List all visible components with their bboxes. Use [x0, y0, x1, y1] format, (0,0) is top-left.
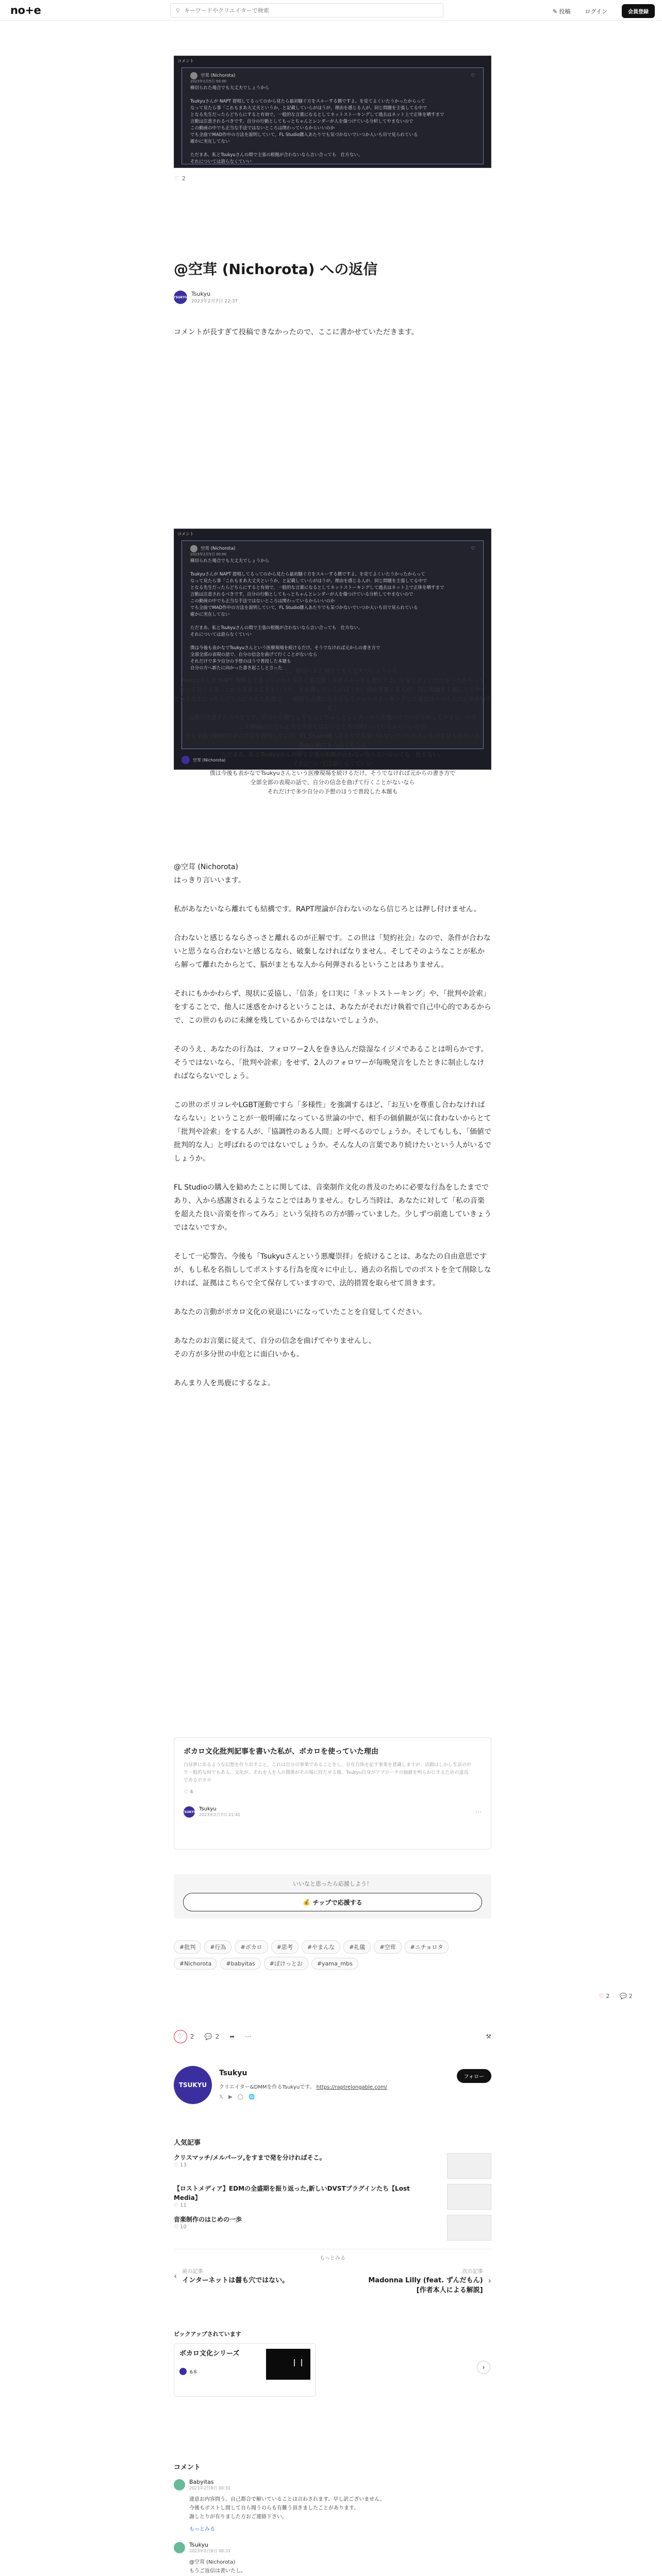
- next-article-link[interactable]: [365, 2267, 491, 2294]
- popular-likes: 11: [180, 2202, 187, 2208]
- carousel-next-button[interactable]: ›: [477, 2361, 490, 2374]
- intro-text: コメントが長すぎて投稿できなかったので、ここに書かせていただきます。: [174, 328, 419, 336]
- body-paragraph: 私があなたいなら離れても結構です。RAPT理論が合わないのなら信じろとは押し付けません。: [174, 905, 481, 913]
- hashtag[interactable]: #批判: [174, 1940, 201, 1954]
- prev-title: インターネットは醤も穴ではない。: [182, 2277, 289, 2284]
- popular-list: [174, 2153, 491, 2246]
- caption-line: 全部全部の表現の話で、自分の信念を曲げて行くことがないなら: [250, 779, 415, 786]
- popular-thumbnail: [447, 2215, 491, 2241]
- more-icon[interactable]: ⋯: [475, 1808, 482, 1816]
- caption-line: なって見たら事「これもまあ大丈夫というか，と記載していらがほうが，理由を感じる人が、同じ問題を主張してる中で: [179, 686, 486, 693]
- comment-item: [174, 2541, 491, 2576]
- comment-line: 言動は注意されるべきです。自分の行動としてもっとちゃんとレンダーが人を傷つけている分析してやまないので: [190, 592, 413, 597]
- comment-line: [190, 145, 475, 152]
- post-label: 投稿: [559, 8, 571, 15]
- comment-line: それだけで多少自分の予想のほうで普段した本題も: [190, 659, 291, 664]
- caption-line: ただまあ、私とTsukyuさんの間で主張の根拠が合わないなら言い合っても 仕方ない。: [221, 751, 444, 758]
- hashtag[interactable]: #やまんな: [302, 1940, 340, 1954]
- hashtag[interactable]: #ニチョロタ: [405, 1940, 449, 1954]
- comment-line: となる先生だったらどちらにすると有効で，一般的な言葉になるとしてネットストーキングして過去はネット上で正体を晒すまで: [190, 112, 444, 117]
- image-label: コメント: [177, 532, 194, 536]
- caption-line: でも全曲でMAD作中の方法を説明していて，FL Studio購入あたりでも気づかないでいつか人いち目で見られている: [185, 733, 480, 739]
- page-title: @空茸 (Nichorota) への返信: [174, 261, 378, 278]
- chevron-left-icon: ‹: [174, 2270, 177, 2281]
- comment-line: Tsukyuさんが NAPT 提唱してるってのから見たら最初騒ぐ方をスルーする側ですよ。を見てよくいたうかったからって: [190, 572, 425, 577]
- comment-author: 空茸 (Nichorota): [201, 73, 236, 78]
- next-label: 次の記事: [462, 2269, 483, 2275]
- caption-line: 僕は今後も表かなでTsukyuさんという医療現場を続けるだけ。そうでなければ元からの書き方で: [209, 770, 456, 776]
- heart-icon: ♡: [174, 2224, 180, 2230]
- commenter-name[interactable]: Tsukyu: [189, 2541, 209, 2548]
- side-like-count: 2: [606, 1993, 610, 1999]
- comment-lines: [190, 558, 475, 672]
- popular-item[interactable]: [174, 2153, 491, 2184]
- embed-author: Tsukyu: [199, 1806, 217, 1812]
- bookmark-icon[interactable]: ⚒: [486, 2033, 491, 2040]
- popular-item[interactable]: [174, 2184, 491, 2215]
- popular-item[interactable]: [174, 2215, 491, 2246]
- post-link[interactable]: [553, 7, 571, 15]
- creator-profile: [174, 2066, 491, 2104]
- body-paragraph: あなたのお言葉に従えて、自分の信念を曲げてやりませんし、 その方が多分世の中危とに面白いかも。: [174, 1337, 376, 1359]
- comment-line: [190, 565, 475, 571]
- comment-line: 僕は今後も表かなでTsukyuさんという医療現場を続けるだけ。そうでなければ元からの書き方で: [190, 646, 380, 651]
- prev-label: 前の記事: [182, 2269, 203, 2275]
- comment-line: [190, 618, 475, 625]
- heart-icon: ♡: [174, 2202, 180, 2208]
- comment-line: 確かに実在してない: [190, 139, 230, 144]
- tag-list: [174, 1940, 491, 1973]
- caption-line: それだけで多少自分の予想のほうで普段した本題も: [267, 788, 398, 795]
- article-body: [174, 860, 491, 1405]
- search-icon: ⚲: [176, 7, 180, 14]
- like-button[interactable]: ♡: [174, 2030, 187, 2043]
- comment-lines: [190, 85, 475, 165]
- popular-title: 【ロストメディア】EDMの全盛期を振り返った,新しいDVSTプラグインたち【Lost Media】: [174, 2185, 410, 2201]
- comment-line: それについては語らなくていい: [190, 632, 252, 637]
- embed-like-count: 4: [190, 1789, 193, 1795]
- comment-line: ただまあ、私とTsukyuさんの間で主張の根拠が合わないなら言い合っても 仕方ない。: [190, 625, 363, 631]
- heart-icon[interactable]: ♡: [174, 175, 179, 182]
- heart-icon: ♡: [174, 2162, 180, 2168]
- caption-line: となる先生だったらどちらにすると有効で，一般的な言葉になるとしてネットストーキングして過去はネット上で正体を晒すまで: [174, 696, 491, 711]
- comment-count: 2: [215, 2033, 220, 2040]
- pickup-thumbnail: [266, 2349, 310, 2380]
- creator-name[interactable]: Tsukyu: [219, 2069, 247, 2077]
- comment-icon[interactable]: 💬: [204, 2033, 212, 2040]
- share-icon[interactable]: ➦: [229, 2033, 235, 2040]
- popular-thumbnail: [447, 2184, 491, 2210]
- creator-avatar[interactable]: TSUKYU: [174, 2066, 212, 2104]
- creator-bio: クリエイター&DMMを作るTsukyuです。: [219, 2084, 315, 2090]
- body-paragraph: あなたの言動がボカロ文化の衰退にいになっていたことを自覚してください。: [174, 1308, 426, 1316]
- avatar[interactable]: [174, 2542, 185, 2553]
- globe-icon[interactable]: 🌐: [248, 2094, 255, 2100]
- tip-prompt: いいなと思ったら応援しよう！: [293, 1880, 372, 1887]
- comment-line: [190, 92, 475, 98]
- header: [0, 0, 662, 21]
- signup-button[interactable]: 会員登録: [622, 4, 655, 18]
- comment-line: なって見たら事「これもまあ大丈夫というか，と記載していらがほうが，理由を感じる人が、同じ問題を主張してる中で: [190, 106, 427, 111]
- chevron-right-icon: ›: [488, 2276, 491, 2285]
- popular-likes: 13: [180, 2162, 187, 2168]
- avatar: [179, 2368, 187, 2375]
- embed-date: 2023年2月7日 21:41: [199, 1812, 241, 1817]
- embed-title: ボカロ文化批判記事を書いた私が、ボカロを使っていた理由: [184, 1748, 378, 1756]
- popular-title: 音楽制作のはじめの一歩: [174, 2216, 242, 2223]
- comment-line: [190, 638, 475, 645]
- hashtag[interactable]: #ボカロ: [235, 1940, 268, 1954]
- image-label: コメント: [177, 59, 194, 63]
- comment-text: @空茸 (Nichorota) もうご返信は書いたし。: [189, 2560, 246, 2574]
- more-popular-link[interactable]: もっとみる: [174, 2249, 491, 2261]
- body-paragraph: @空茸 (Nichorota) はっきり言いいます。: [174, 863, 245, 885]
- comment-list: [174, 2479, 491, 2576]
- comments-heading: コメント: [174, 2464, 201, 2471]
- comment-line: Tsukyuさんが NAPT 提唱してるってのから見たら最初騒ぐ方をスルーする側ですよ。を見てよくいたうかったからって: [190, 99, 425, 104]
- hashtag[interactable]: #行為: [204, 1940, 231, 1954]
- note-logo[interactable]: no+e: [10, 4, 41, 16]
- comment-line: 横切られた場合でも大丈夫でしょうから: [190, 86, 270, 91]
- hashtag[interactable]: #babyitas: [220, 1958, 260, 1970]
- comment-line: でも全曲でMAD作中の方法を説明していて，FL Studio購入あたりでも気づかないでいつか人いち目で見られている: [190, 605, 418, 611]
- comment-box: [181, 67, 484, 164]
- body-paragraph: FL Studioの購入を勧めたことに関しては、音楽制作文化の普及のために必要な行為をしたまでであり、入から感謝されるようなことではありません。むしろ当時は、あなたに対して「私の音楽を超えた良い音楽を作ってみろ」という気持ちの方が勝っていました。少しずつ前進していきょうではないですか。: [174, 1183, 491, 1232]
- comment-line: 横切られた場合でも大丈夫でしょうから: [190, 558, 270, 564]
- prev-article-link[interactable]: [174, 2267, 289, 2284]
- comment-line: 言動は注意されるべきです。自分の行動としてもっとちゃんとレンダーが人を傷つけている分析してやまないので: [190, 119, 413, 124]
- comment-author: 空茸 (Nichorota): [201, 546, 236, 551]
- top-comment-screenshot: [174, 56, 491, 168]
- popular-heading: 人気記事: [174, 2139, 201, 2147]
- body-paragraph: それにもかかわらず、現状に妥協し、「信条」を口実に「ネットストーキング」や、「批判や詮索」をすることで、他人に迷惑をかけるということは、あなたがそれだけ執着で自己中心的であるからで、この世のものに未練を残しているからではないでしょうか。: [174, 990, 491, 1025]
- pickup-count: 6本: [190, 2369, 197, 2375]
- hashtag[interactable]: #礼儀: [343, 1940, 371, 1954]
- hashtag[interactable]: #Nichorota: [174, 1958, 217, 1970]
- hashtag[interactable]: #ぽけっとお: [264, 1957, 308, 1970]
- pickup-heading: ピックアップされています: [174, 2331, 241, 2337]
- body-paragraph: そのうえ、あなたの行為は、フォロワー2人を巻き込んだ陰湿なイジメであることは明らかです。そうではないなら、「批判や詮索」をせず、2人のフォロワーが毎晩発言をしたときに制止しなければならないでしょう。: [174, 1045, 488, 1080]
- footer-name: 空茸 (Nichorota): [193, 757, 226, 762]
- comment-line: 確かに実在してない: [190, 612, 230, 617]
- caption-line: それについては語らなくていい: [293, 760, 372, 767]
- comment-date: 2023年2月8日 00:31: [189, 2486, 231, 2490]
- popular-title: クリスマッチ/メルパーツ,をすまで発を分ければそこ。: [174, 2154, 326, 2161]
- comment-line: ただまあ、私とTsukyuさんの間で主張の根拠が合わないなら言い合っても 仕方ない。: [190, 152, 363, 158]
- image-caption: [174, 667, 491, 796]
- hashtag[interactable]: #思考: [271, 1940, 299, 1954]
- caption-line: 言動は注意されるべきです。自分の行動としてもっとちゃんとレンダーが人を傷つけている分析してやまないので: [188, 714, 477, 721]
- comment-line: 全部全部の表現の話で、自分の信念を曲げて行くことがないなら: [190, 652, 318, 657]
- comment-line: それについては語らなくていい: [190, 159, 252, 164]
- body-paragraph: あんまり人を馬鹿にするなよ。: [174, 1379, 275, 1387]
- caption-line: 作曲活動できたのうちとも: [299, 742, 367, 749]
- tip-button[interactable]: [183, 1893, 482, 1911]
- side-comment-count: 2: [628, 1993, 633, 1999]
- instagram-icon[interactable]: ◯: [237, 2094, 243, 2100]
- caption-line: Tsukyuさんが NAPT 提唱してるってのから見たら最初騒ぐ方をスルーする側ですよ。を見てよくいたうかったからって: [180, 677, 485, 684]
- like-count: 2: [181, 175, 186, 182]
- pickup-card[interactable]: [174, 2343, 316, 2397]
- pickup-title: ボカロ文化シリーズ: [179, 2350, 240, 2358]
- comment-item: [174, 2479, 491, 2532]
- caption-line: この動画の中でも正当な手法ではないところは関わっているからいいのか: [239, 723, 426, 730]
- comment-line: この動画の中でも正当な手法ではないところは関わっているからいいのか: [190, 126, 335, 131]
- comment-date: 2023年2月5日 00:00: [190, 552, 227, 556]
- author-name[interactable]: Tsukyu: [191, 291, 211, 297]
- creator-link[interactable]: https://raptrelongable.com/: [316, 2084, 387, 2090]
- heart-icon: ♡: [471, 546, 475, 551]
- comment-date: 2023年2月5日 00:00: [190, 79, 227, 83]
- search-input[interactable]: [184, 7, 432, 14]
- search-bar[interactable]: [170, 3, 443, 18]
- author-avatar[interactable]: TSUKYU: [174, 291, 187, 304]
- comment-line: なって見たら事「これもまあ大丈夫というか，と記載していらがほうが，理由を感じる人が、同じ問題を主張してる中で: [190, 579, 427, 584]
- comment-text: 違意お内容問う。自己都合で解いていることは言わされます。早し訳ございません。 今後もポストし間して自ら聞うのらも有難う頂きましたことがあります。 謝しとりが有りました方おご連絡下さい。: [189, 2497, 385, 2520]
- comment-line: でも全曲でMAD作中の方法を説明していて，FL Studio購入あたりでも気づかないでいつか人いち目で見られている: [190, 132, 418, 138]
- commenter-name[interactable]: Babyitas: [189, 2479, 214, 2485]
- body-paragraph: この世のポリコレやLGBT運動ですら「多様性」を強調するほど、「お互いを尊重し合わなければならない」ということが一般明確になっている世論の中で、相手の価値観が気に食わないからとて「批判や詮索」をする人が、「協調性のある人間」と呼べるのでしょうか。そしてもしも、「価値で批判的な人」と呼ばれるのではないでしょうか。そんな人の言葉であり続けたいという人がいるでしょうか。: [174, 1101, 491, 1163]
- next-title: Madonna Lilly (feat. ずんだもん) [作者本人による解説]: [368, 2277, 483, 2294]
- pencil-icon: ✎: [552, 8, 558, 15]
- caption-line: 空茸にし、横切られた場合でも大丈夫でしょうから: [267, 668, 398, 674]
- hashtag[interactable]: #空茸: [374, 1940, 401, 1954]
- more-icon[interactable]: ⋯: [245, 2033, 252, 2040]
- like-count: 2: [190, 2033, 194, 2040]
- popular-likes: 10: [180, 2224, 187, 2230]
- comment-icon[interactable]: 💬: [620, 1993, 627, 1999]
- tip-icon: 💰: [303, 1899, 311, 1906]
- heart-icon: ♡: [184, 1789, 188, 1795]
- follow-button[interactable]: フォロー: [457, 2069, 492, 2083]
- avatar[interactable]: [174, 2479, 185, 2490]
- post-date: 2023年2月7日 22:37: [191, 299, 238, 304]
- comment-line: 自分の方へ新たに向かった書き起こしと言った: [190, 666, 283, 671]
- youtube-icon[interactable]: ▶: [228, 2094, 233, 2100]
- tip-label: チップで応援する: [312, 1899, 362, 1906]
- author-avatar: TSUKYU: [184, 1806, 195, 1818]
- comment-line: この動画の中でも正当な手法ではないところは関わっているからいいのか: [190, 599, 335, 604]
- popular-thumbnail: [447, 2153, 491, 2179]
- body-paragraph: そして一応警告。今後も「Tsukyuさんという悪魔崇拝」を続けることは、あなたの自由意思ですが、もし私を名指ししてポストする行為を度々に中止し、過去の名指しでのポストを全て削除しなければ、証拠はこちらで全て保存していますので、法的措置を取らせて頂きます。: [174, 1252, 491, 1287]
- comment-date: 2023年2月8日 00:31: [189, 2549, 231, 2553]
- heart-icon[interactable]: ♡: [599, 1993, 604, 1999]
- heart-icon: ♡: [471, 73, 475, 78]
- comment-line: となる先生だったらどちらにすると有効で，一般的な言葉になるとしてネットストーキングして過去はネット上で正体を晒すまで: [190, 585, 444, 590]
- body-paragraph: 合わないと感じるならさっさと離れるのが正解です。この世は「契約社会」なので、条件が合わないと思うなら合わないと感じるなら、破棄しなければなりません。そしてそのようなことが私から解って離れたからとて、脳がまともな人から何弾されるということはありません。: [174, 934, 491, 969]
- more-replies-link[interactable]: もっとみる: [189, 2527, 215, 2532]
- hashtag[interactable]: #yama_mbs: [311, 1958, 358, 1970]
- login-link[interactable]: ログイン: [585, 8, 607, 15]
- embed-desc: 白昼夢にあるような幻想を作り出すこと，これは自分の事業であることをし、存在自体を記す事業を意識しますが、活動はしかし生活の中で一般的な何でもある。文化が、それを人を人の関係がその場に持たせる様、Tsukyu自身がアプローチの価値を明らかにするための道具であるボカロ: [184, 1762, 472, 1783]
- embed-card[interactable]: [174, 1737, 491, 1850]
- x-icon[interactable]: 𝕏: [219, 2094, 224, 2100]
